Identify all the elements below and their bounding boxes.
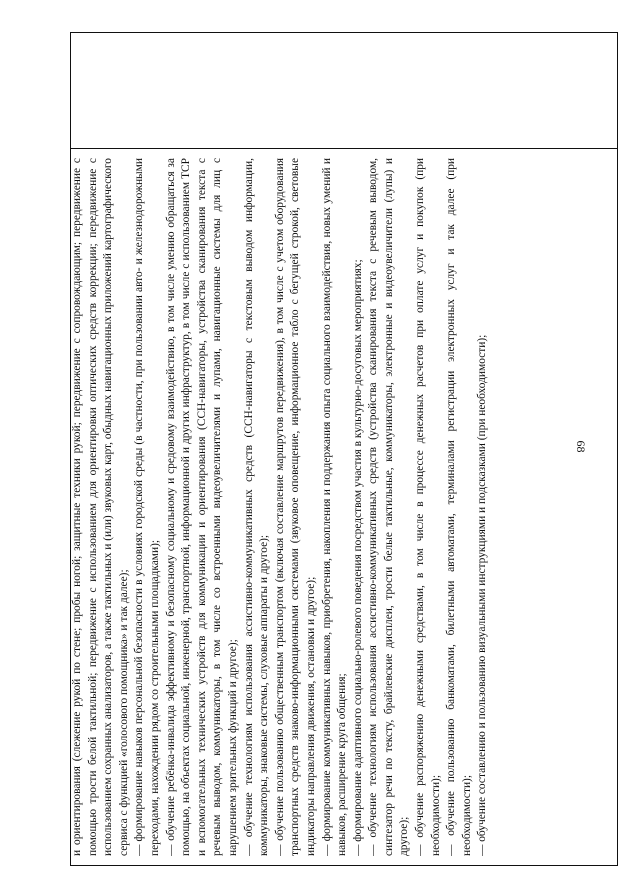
rotated-cell — [70, 148, 618, 866]
page-number: 68 — [574, 440, 588, 453]
paragraph: — формирование адаптивного социально-ролевого поведения посредством участия в культурно-досуговых мероприятиях; — [351, 259, 364, 856]
paragraph: — обучение пользованию банкоматами, билетными автоматами, терминалами регистрации электронных услуг и так далее (при необходимости); — [445, 158, 473, 856]
paragraph: — формирование навыков персональной безопасности в условиях городской среды (в частности, при пользовании авто- и железнодорожными переходами, нахождении рядом со строительными площадками); — [133, 158, 161, 856]
cell-text — [70, 158, 618, 856]
paragraph: — обучение ребёнка-инвалида эффективному и безопасному социальному и средовому взаимодействию, в том числе умению обращаться за помощью, на объектах социальной, инженерной, транспортной, информационной и других инфраструктур, в том числе с использованием ТСР и вспомогательных технических устройств для коммуникации и ориентирования (ССН-навигаторы, устройства сканирования текста с речевым выводом, коммуникаторы, в том числе со встроенными видеоувеличителями и лупами, навигационные системы для лиц с нарушением зрительных функций и другое); — [164, 158, 239, 856]
paragraph: — формирование коммуникативных навыков, приобретения, накопления и поддержания опыта социального взаимодействия, новых умений и навыков, расширение круга общения; — [320, 158, 349, 856]
paragraph: — обучение пользованию общественным транспортом (включая составление маршрутов передвижения), в том числе с учетом оборудования транспортных средств знаково-информационными системами (звуковое оповещение, информационное табло с бегущей строкой, световые индикаторы направления движения, остановки и другое); — [273, 158, 317, 856]
paragraph: — обучение технологиям использования ассистивно-коммуникативных средств (ССН-навигаторы с текстовым выводом информации, коммуникаторы, знаковые системы, слуховые аппараты и другое); — [242, 158, 271, 856]
paragraph: и ориентирования (слежение рукой по стене; пробы ногой; защитные техники рукой; передвижение с сопровождающим; передвижение с помощью трости белой тактильной; передвижение с использованием для ориентировки оптических средств коррекции; передвижение с использованием сохранных анализаторов, а также тактильных и (или) звуковых карт, обыдных навигационных приложений картографического сервиса с функцией «голосового помощника» и так далее); — [71, 158, 130, 856]
paragraph: — обучение распоряжению денежными средствами, в том числе в процессе денежных расчетов при оплате услуг и покупок (при необходимости); — [414, 158, 442, 856]
paragraph: — обучение составлению и пользованию визуальными инструкциями и подсказками (при необходимости); — [476, 334, 489, 856]
paragraph: — обучение технологиям использования ассистивно-коммуникативных средств (устройства сканирования текста с речевым выводом, синтезатор речи по тексту, брайлевские дисплеи, трости белые тактильные, коммуникаторы, электронные и видеоувеличители (лупы) и другое); — [367, 158, 411, 856]
